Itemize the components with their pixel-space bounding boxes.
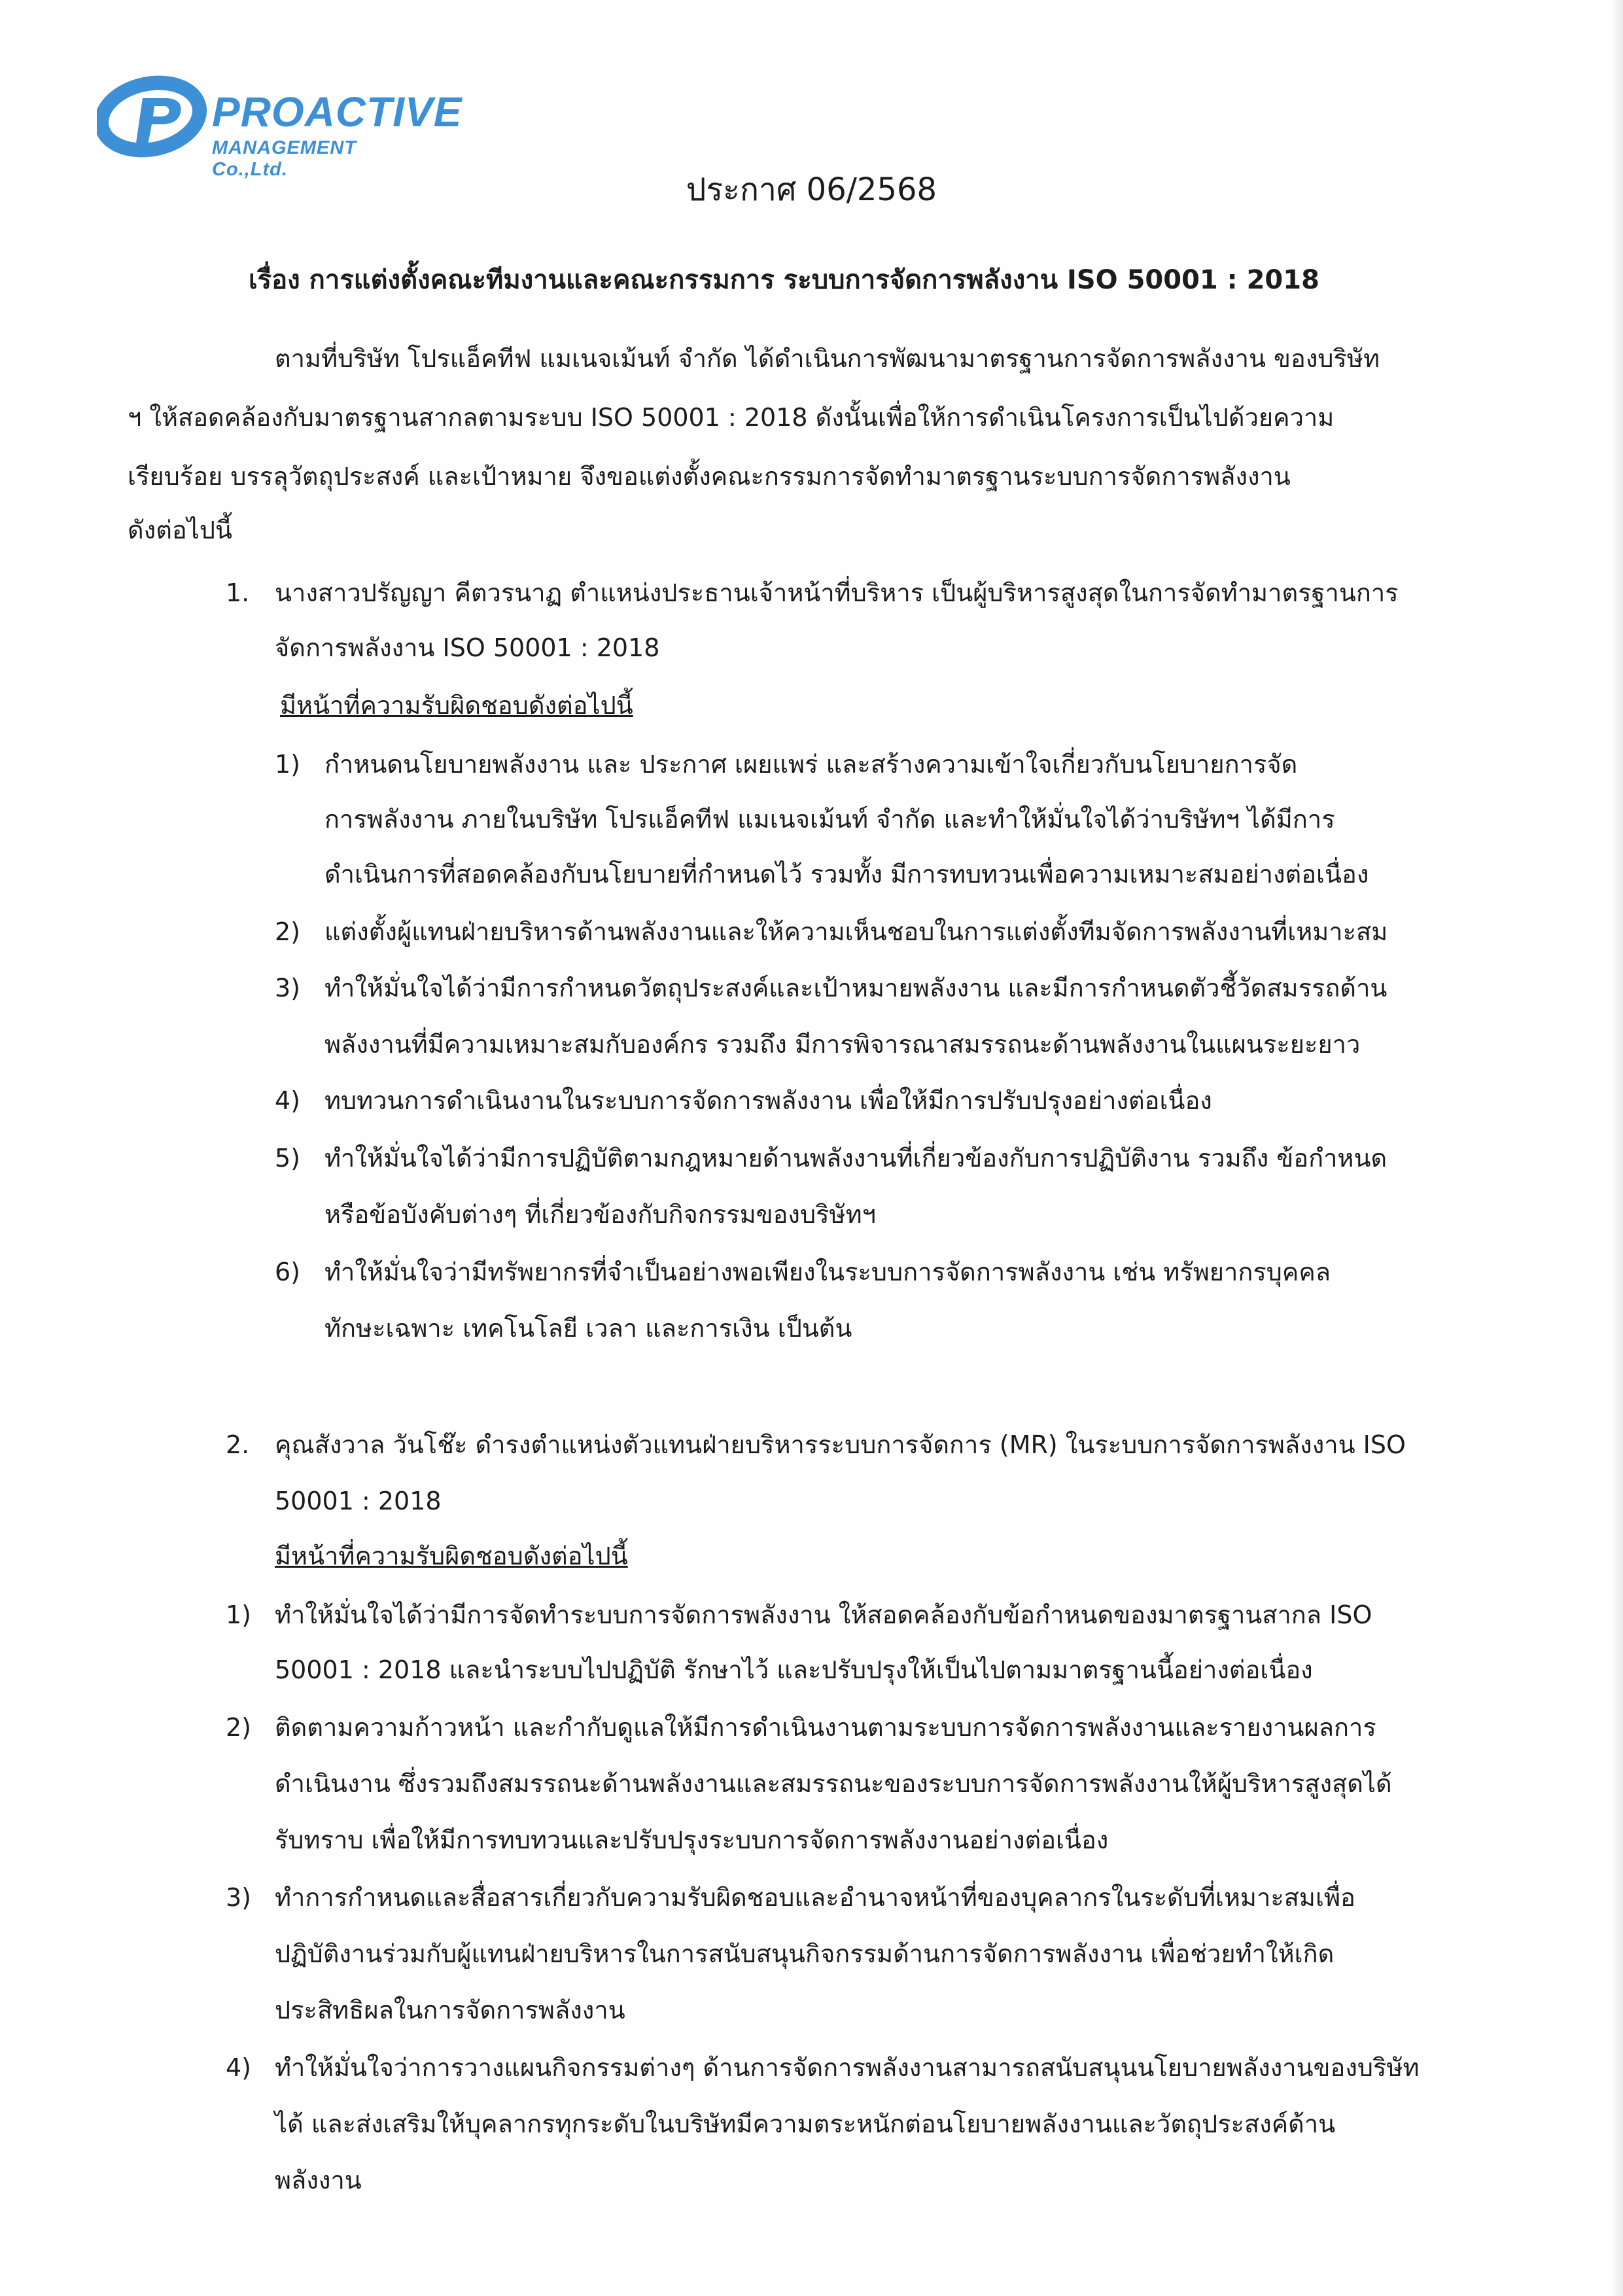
duties-heading: มีหน้าที่ความรับผิดชอบดังต่อไปนี้: [275, 1542, 628, 1570]
item-line: ปฏิบัติงานร่วมกับผู้แทนฝ่ายบริหารในการสนับสนุนกิจกรรมด้านการจัดการพลังงาน เพื่อช่วยทำให้เกิด: [275, 1939, 1335, 1968]
item-line: ทำให้มั่นใจได้ว่ามีการปฏิบัติตามกฎหมายด้านพลังงานที่เกี่ยวข้องกับการปฏิบัติงาน รวมถึง ข้อกำหนด: [324, 1144, 1387, 1173]
duties-heading: มีหน้าที่ความรับผิดชอบดังต่อไปนี้: [280, 691, 633, 720]
section-line: นางสาวปรัญญา คีตวรนาฏ ตำแหน่งประธานเจ้าหน้าที่บริหาร เป็นผู้บริหารสูงสุดในการจัดทำมาตรฐานการ: [275, 578, 1399, 607]
item-line: การพลังงาน ภายในบริษัท โปรแอ็คทีฟ แมเนจเม้นท์ จำกัด และทำให้มั่นใจได้ว่าบริษัทฯ ได้มีการ: [324, 805, 1335, 834]
section-number: 2.: [226, 1430, 250, 1459]
item-line: รับทราบ เพื่อให้มีการทบทวนและปรับปรุงระบบการจัดการพลังงานอย่างต่อเนื่อง: [275, 1826, 1109, 1854]
section-line: จัดการพลังงาน ISO 50001 : 2018: [275, 633, 660, 662]
scan-edge-shadow: [1611, 0, 1623, 2296]
item-number: 6): [275, 1258, 301, 1286]
item-number: 5): [275, 1144, 301, 1173]
item-number: 2): [226, 1713, 252, 1742]
item-line: ประสิทธิผลในการจัดการพลังงาน: [275, 1996, 625, 2024]
item-number: 1): [226, 1600, 252, 1629]
item-line: ทบทวนการดำเนินงานในระบบการจัดการพลังงาน เพื่อให้มีการปรับปรุงอย่างต่อเนื่อง: [324, 1086, 1212, 1115]
logo-p-icon: [97, 72, 208, 170]
item-line: ดำเนินการที่สอดคล้องกับนโยบายที่กำหนดไว้ รวมทั้ง มีการทบทวนเพื่อความเหมาะสมอย่างต่อเนื่อง: [324, 860, 1369, 889]
item-line: ทำให้มั่นใจได้ว่ามีการจัดทำระบบการจัดการพลังงาน ให้สอดคล้องกับข้อกำหนดของมาตรฐานสากล ISO: [275, 1600, 1372, 1629]
item-line: ทำให้มั่นใจว่ามีทรัพยากรที่จำเป็นอย่างพอเพียงในระบบการจัดการพลังงาน เช่น ทรัพยากรบุคคล: [324, 1258, 1331, 1286]
intro-line: ตามที่บริษัท โปรแอ็คทีฟ แมเนจเม้นท์ จำกัด ได้ดำเนินการพัฒนามาตรฐานการจัดการพลังงาน ของบริษัท: [275, 344, 1380, 373]
item-line: ทำให้มั่นใจว่าการวางแผนกิจกรรมต่างๆ ด้านการจัดการพลังงานสามารถสนับสนุนนโยบายพลังงานของบริษัท: [275, 2053, 1420, 2082]
item-number: 4): [226, 2053, 252, 2082]
announcement-subject: เรื่อง การแต่งตั้งคณะทีมงานและคณะกรรมการ ระบบการจัดการพลังงาน ISO 50001 : 2018: [249, 265, 1319, 295]
item-number: 4): [275, 1086, 301, 1115]
item-number: 3): [226, 1883, 252, 1912]
item-line: หรือข้อบังคับต่างๆ ที่เกี่ยวข้องกับกิจกรรมของบริษัทฯ: [324, 1200, 876, 1229]
logo-subtitle: MANAGEMENT Co.,Ltd.: [212, 137, 357, 180]
logo-wordmark: PROACTIVE: [212, 88, 462, 135]
item-line: ทำการกำหนดและสื่อสารเกี่ยวกับความรับผิดชอบและอำนาจหน้าที่ของบุคลากรในระดับที่เหมาะสมเพื่อ: [275, 1883, 1355, 1912]
item-line: พลังงานที่มีความเหมาะสมกับองค์กร รวมถึง มีการพิจารณาสมรรถนะด้านพลังงานในแผนระยะยาว: [324, 1030, 1361, 1059]
item-line: แต่งตั้งผู้แทนฝ่ายบริหารด้านพลังงานและให้ความเห็นชอบในการแต่งตั้งทีมจัดการพลังงานที่เหมาะสม: [324, 917, 1388, 946]
item-line: ได้ และส่งเสริมให้บุคลากรทุกระดับในบริษัทมีความตระหนักต่อนโยบายพลังงานและวัตถุประสงค์ด้าน: [275, 2110, 1336, 2138]
company-logo: [97, 72, 462, 180]
item-line: พลังงาน: [275, 2166, 362, 2195]
intro-line: เรียบร้อย บรรลุวัตถุประสงค์ และเป้าหมาย จึงขอแต่งตั้งคณะกรรมการจัดทำมาตรฐานระบบการจัดการพลังงาน: [128, 462, 1291, 491]
item-line: ดำเนินงาน ซึ่งรวมถึงสมรรถนะด้านพลังงานและสมรรถนะของระบบการจัดการพลังงานให้ผู้บริหารสูงสุดได้: [275, 1769, 1392, 1798]
item-line: ทักษะเฉพาะ เทคโนโลยี เวลา และการเงิน เป็นต้น: [324, 1314, 852, 1343]
section-number: 1.: [226, 578, 250, 607]
item-number: 2): [275, 917, 301, 946]
item-line: ติดตามความก้าวหน้า และกำกับดูแลให้มีการดำเนินงานตามระบบการจัดการพลังงานและรายงานผลการ: [275, 1713, 1376, 1742]
item-line: กำหนดนโยบายพลังงาน และ ประกาศ เผยแพร่ และสร้างความเข้าใจเกี่ยวกับนโยบายการจัด: [324, 750, 1298, 779]
intro-line: ดังต่อไปนี้: [128, 516, 232, 544]
announcement-title: ประกาศ 06/2568: [686, 171, 937, 208]
item-line: 50001 : 2018 และนำระบบไปปฏิบัติ รักษาไว้ และปรับปรุงให้เป็นไปตามมาตรฐานนี้อย่างต่อเนื่อง: [275, 1655, 1313, 1684]
section-line: คุณสังวาล วันโช๊ะ ดำรงตำแหน่งตัวแทนฝ่ายบริหารระบบการจัดการ (MR) ในระบบการจัดการพลังงาน ISO: [275, 1430, 1406, 1459]
section-line: 50001 : 2018: [275, 1487, 442, 1515]
item-line: ทำให้มั่นใจได้ว่ามีการกำหนดวัตถุประสงค์และเป้าหมายพลังงาน และมีการกำหนดตัวชี้วัดสมรรถด้าน: [324, 974, 1387, 1002]
item-number: 3): [275, 974, 301, 1002]
intro-line: ฯ ให้สอดคล้องกับมาตรฐานสากลตามระบบ ISO 50001 : 2018 ดังนั้นเพื่อให้การดำเนินโครงการเป็นไปด้วยความ: [128, 403, 1335, 432]
item-number: 1): [275, 750, 301, 779]
